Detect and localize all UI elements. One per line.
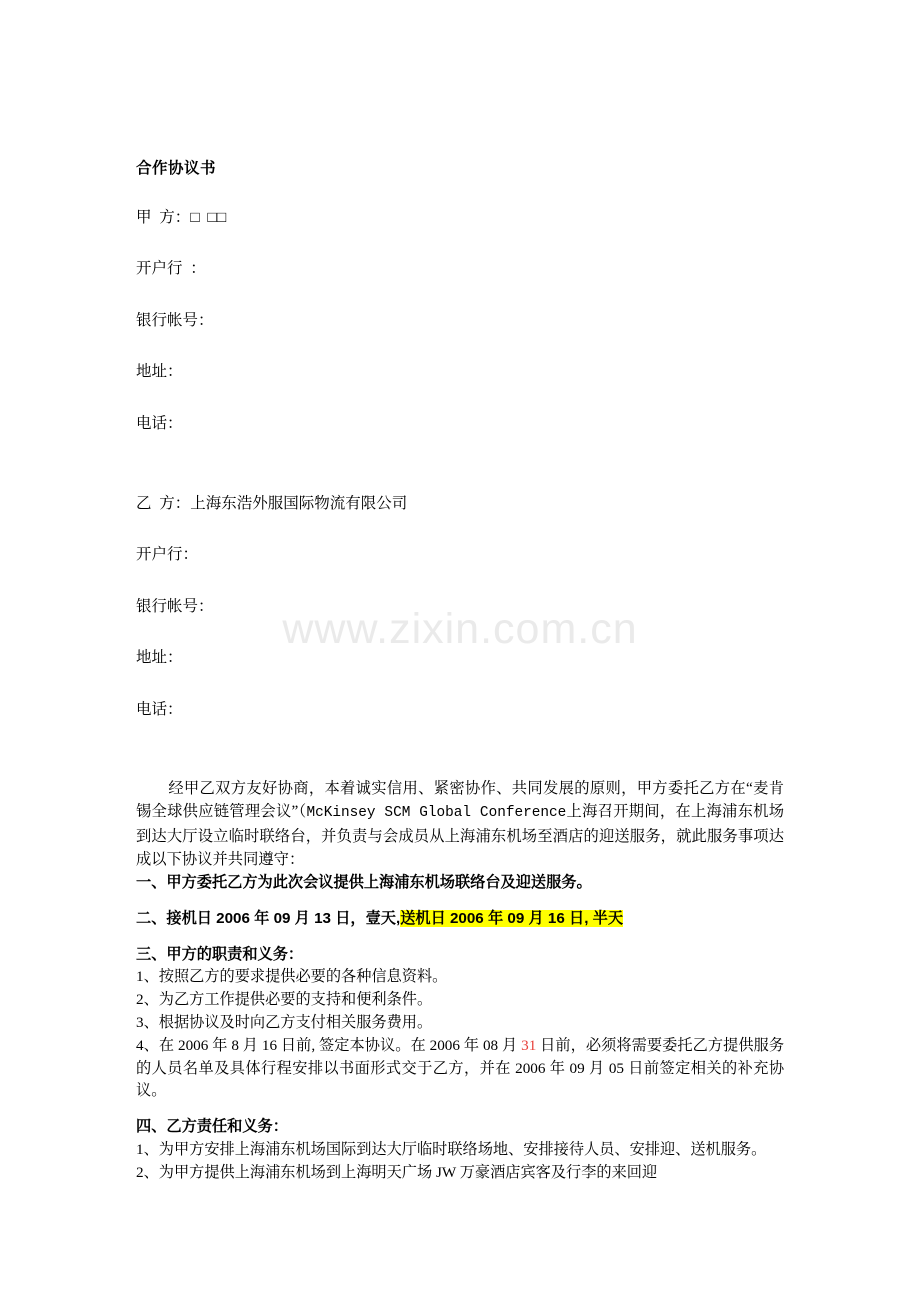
section-3-item-3: 3、根据协议及时向乙方支付相关服务费用。: [136, 1013, 433, 1031]
party-a-line-2: 开户行 ：: [136, 260, 206, 278]
spacer-section-2: [136, 895, 784, 908]
preamble-tail: 上海召开期间，在上海浦东机场到达大厅设立临时联络台，并负责与会成员从上海浦东机场至酒店的迎送服务，就此服务事项达成以下协议并共同遵守：: [136, 803, 784, 869]
section-3-item-4: [136, 1035, 784, 1103]
section-1-heading: 一、甲方委托乙方为此次会议提供上海浦东机场联络台及迎送服务。: [136, 873, 592, 891]
spacer-parties: [136, 467, 784, 495]
document-content: [136, 160, 784, 1185]
section-3-item-4-red-date: 31: [521, 1036, 537, 1054]
section-3-item-4-part2: 日前，必须将需要委托乙方提供服务的人员名单及具体行程安排以书面形式交于乙方，并在 2006 年 09 月 05 日前签定相关的补充协议。: [136, 1036, 785, 1100]
section-3-item-2: 2、为乙方工作提供必要的支持和便利条件。: [136, 991, 433, 1009]
section-2-highlight: 送机日 2006 年 09 月 16 日, 半天: [400, 909, 624, 927]
section-4-item-1: 1、为甲方安排上海浦东机场国际到达大厅临时联络场地、安排接待人员、安排迎、送机服务。: [136, 1140, 767, 1158]
party-a-line-5: 电话：: [136, 414, 183, 432]
section-4-heading: 四、乙方责任和义务：: [136, 1118, 288, 1136]
spacer-section-4: [136, 1103, 784, 1116]
section-3-item-4-part1: 4、在 2006 年 8 月 16 日前, 签定本协议。在 2006 年 08 月: [136, 1036, 522, 1054]
conference-name-en: McKinsey SCM Global Conference: [306, 805, 567, 822]
spacer-section-3: [136, 931, 784, 944]
party-b-line-4: 地址：: [136, 649, 183, 667]
section-3-item-1: 1、按照乙方的要求提供必要的各种信息资料。: [136, 968, 448, 986]
section-2-heading: [136, 908, 784, 931]
party-a-line-1: 甲 方：□ □□: [136, 208, 227, 226]
party-b-line-3: 银行帐号：: [136, 597, 214, 615]
party-a-line-3: 银行帐号：: [136, 311, 214, 329]
party-a-line-4: 地址：: [136, 363, 183, 381]
preamble-paragraph: [136, 777, 784, 872]
section-4-item-2: 2、为甲方提供上海浦东机场到上海明天广场 JW 万豪酒店宾客及行李的来回迎: [136, 1163, 658, 1181]
section-3-heading: 三、甲方的职责和义务：: [136, 945, 304, 963]
page-title: 合作协议书: [136, 160, 217, 177]
party-b-line-1: 乙 方：上海东浩外服国际物流有限公司: [136, 494, 408, 512]
watermark-text: www.zixin.com.cn: [282, 605, 638, 653]
preamble-intro: 经甲乙双方友好协商，本着诚实信用、紧密协作、共同发展的原则，甲方委托乙方在“麦肯锡全球供应链管理会议”（: [136, 779, 784, 821]
spacer-preamble: [136, 753, 784, 777]
section-2-plain: 二、接机日 2006 年 09 月 13 日，壹天,: [136, 909, 401, 927]
party-b-line-2: 开户行：: [136, 546, 199, 564]
party-b-line-5: 电话：: [136, 700, 183, 718]
